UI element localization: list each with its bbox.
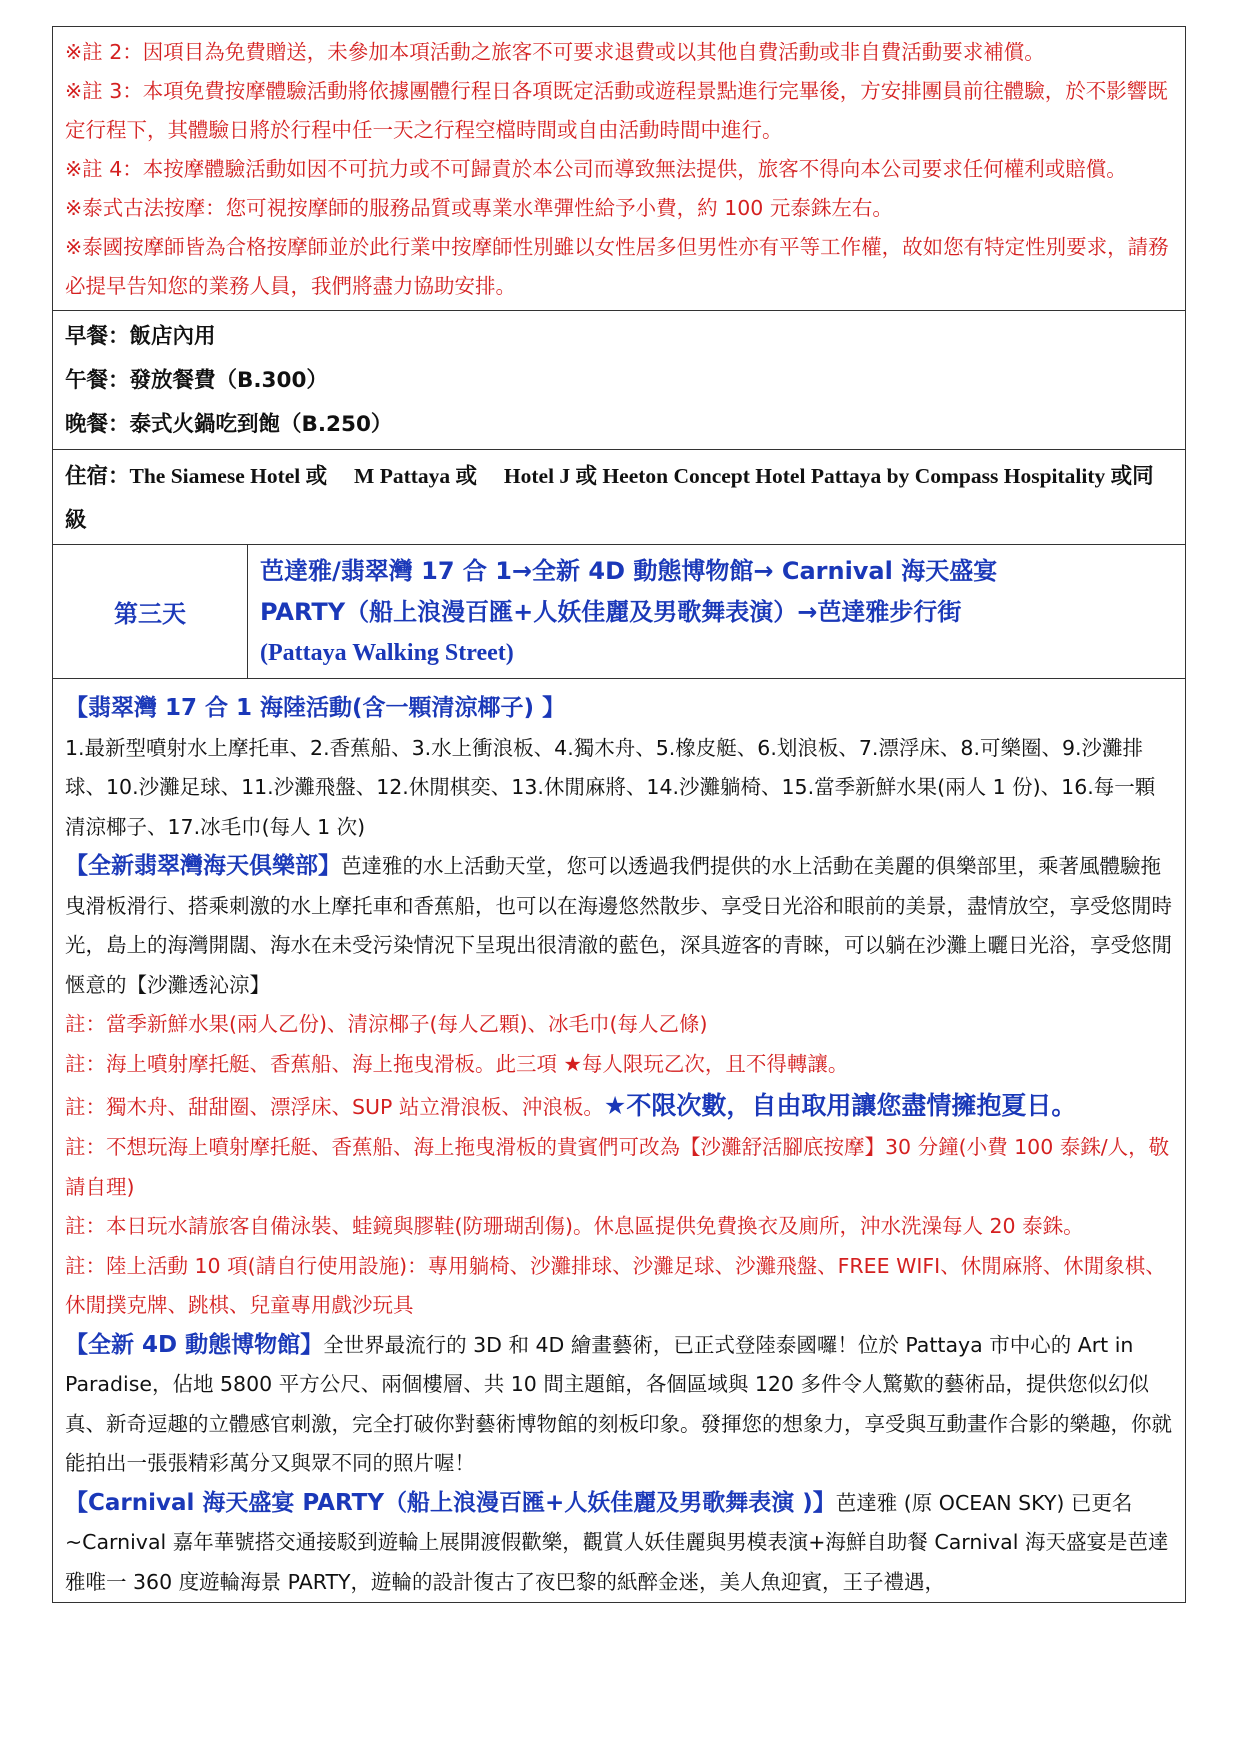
- section-4d-museum: [65, 1326, 1173, 1484]
- note-land-activities: 註：陸上活動 10 項(請自行使用設施)：專用躺椅、沙灘排球、沙灘足球、沙灘飛盤、FREE WIFI、休閒麻將、休閒象棋、休閒撲克牌、跳棋、兒童專用戲沙玩具: [65, 1253, 1166, 1317]
- note-4: ※註 4：本按摩體驗活動如因不可抗力或不可歸責於本公司而導致無法提供，旅客不得向本公司要求任何權利或賠償。: [65, 157, 1127, 181]
- hotel-line: 住宿：The Siamese Hotel 或 M Pattaya 或 Hotel J 或 Heeton Concept Hotel Pattaya by Compass Hospitality 或同級: [65, 464, 1154, 532]
- museum-body: 全世界最流行的 3D 和 4D 繪畫藝術，已正式登陸泰國囉！位於 Pattaya 市中心的 Art in Paradise，佔地 5800 平方公尺、兩個樓層、共 10 間主題館，各個區域與 120 多件令人驚歎的藝術品，提供您似幻似真、新奇逗趣的立體感官刺激，完全打破你對藝術博物館的刻板印象。發揮您的想象力，享受與互動畫作合影的樂趣，你就能拍出一張張精彩萬分又與眾不同的照片喔！: [65, 1332, 1172, 1475]
- museum-heading: 【全新 4D 動態博物館】: [65, 1331, 324, 1358]
- day-title-line-1: 芭達雅/翡翠灣 17 合 1→全新 4D 動態博物館→ Carnival 海天盛宴: [260, 557, 998, 585]
- beach-club-heading: 【全新翡翠灣海天俱樂部】: [65, 853, 341, 879]
- massage-notes-section: [53, 27, 1185, 310]
- day-content: [53, 678, 1185, 1602]
- note-masseur-gender: ※泰國按摩師皆為合格按摩師並於此行業中按摩師性別雖以女性居多但男性亦有平等工作權，故如您有特定性別要求，請務必提早告知您的業務人員，我們將盡力協助安排。: [65, 235, 1169, 298]
- unlimited-emphasis: ★不限次數，自由取用讓您盡情擁抱夏日。: [603, 1091, 1077, 1120]
- meals-section: [53, 310, 1185, 449]
- itinerary-document: [52, 26, 1186, 1603]
- day-title: [248, 545, 1185, 678]
- section-carnival-party: [65, 1484, 1173, 1603]
- note-thai-massage-tip: ※泰式古法按摩：您可視按摩師的服務品質或專業水準彈性給予小費，約 100 元泰銖左右。: [65, 196, 893, 220]
- note-2: ※註 2：因項目為免費贈送，未參加本項活動之旅客不可要求退費或以其他自費活動或非自費活動要求補償。: [65, 40, 1045, 64]
- day-header-row: [53, 544, 1185, 678]
- carnival-heading: 【Carnival 海天盛宴 PARTY（船上浪漫百匯+人妖佳麗及男歌舞表演 )】: [65, 1489, 836, 1516]
- note-unlimited: 註：獨木舟、甜甜圈、漂浮床、SUP 站立滑浪板、沖浪板。★不限次數，自由取用讓您盡情擁抱夏日。: [65, 1091, 1077, 1120]
- note-fruit: 註：當季新鮮水果(兩人乙份)、清涼椰子(每人乙顆)、冰毛巾(每人乙條): [65, 1012, 708, 1036]
- section-beach-club: [65, 847, 1173, 1005]
- dinner-line: 晚餐：泰式火鍋吃到飽（B.250）: [65, 412, 393, 437]
- note-swimwear: 註：本日玩水請旅客自備泳裝、蛙鏡與膠鞋(防珊瑚刮傷)。休息區提供免費換衣及廁所，沖水洗澡每人 20 泰銖。: [65, 1214, 1084, 1238]
- day-title-line-3: (Pattaya Walking Street): [260, 640, 514, 666]
- hotel-section: [53, 449, 1185, 544]
- breakfast-line: 早餐：飯店內用: [65, 324, 216, 349]
- note-limited-rides: 註：海上噴射摩托艇、香蕉船、海上拖曳滑板。此三項 ★每人限玩乙次，且不得轉讓。: [65, 1051, 849, 1076]
- section-17in1-list: 1.最新型噴射水上摩托車、2.香蕉船、3.水上衝浪板、4.獨木舟、5.橡皮艇、6.划浪板、7.漂浮床、8.可樂圈、9.沙灘排球、10.沙灘足球、11.沙灘飛盤、12.休閒棋奕、13.休閒麻將、14.沙灘躺椅、15.當季新鮮水果(兩人 1 份)、16.每一顆清涼椰子、17.冰毛巾(每人 1 次): [65, 735, 1156, 839]
- carnival-body: 芭達雅 (原 OCEAN SKY) 已更名~Carnival 嘉年華號搭交通接駁到遊輪上展開渡假歡樂，觀賞人妖佳麗與男模表演+海鮮自助餐 Carnival 海天盛宴是芭達雅唯一 360 度遊輪海景 PARTY，遊輪的設計復古了夜巴黎的紙醉金迷，美人魚迎賓，王子禮遇，: [65, 1490, 1169, 1594]
- lunch-line: 午餐：發放餐費（B.300）: [65, 368, 328, 393]
- day-title-line-2: PARTY（船上浪漫百匯+人妖佳麗及男歌舞表演）→芭達雅步行街: [260, 598, 962, 626]
- beach-club-body: 芭達雅的水上活動天堂，您可以透過我們提供的水上活動在美麗的俱樂部里，乘著風體驗拖曳滑板滑行、搭乘刺激的水上摩托車和香蕉船，也可以在海邊悠然散步、享受日光浴和眼前的美景，盡情放空，享受悠閒時光，島上的海灣開闊、海水在未受污染情況下呈現出很清澈的藍色，深具遊客的青睞，可以躺在沙灘上曬日光浴，享受悠閒愜意的【沙灘透沁涼】: [65, 854, 1172, 997]
- section-17in1-heading: 【翡翠灣 17 合 1 海陸活動(含一顆清涼椰子) 】: [65, 695, 566, 721]
- day-label: 第三天: [53, 545, 248, 678]
- note-foot-massage: 註：不想玩海上噴射摩托艇、香蕉船、海上拖曳滑板的貴賓們可改為【沙灘舒活腳底按摩】30 分鐘(小費 100 泰銖/人，敬請自理): [65, 1135, 1170, 1199]
- note-3: ※註 3：本項免費按摩體驗活動將依據團體行程日各項既定活動或遊程景點進行完畢後，方安排團員前往體驗，於不影響既定行程下，其體驗日將於行程中任一天之行程空檔時間或自由活動時間中進行。: [65, 79, 1168, 142]
